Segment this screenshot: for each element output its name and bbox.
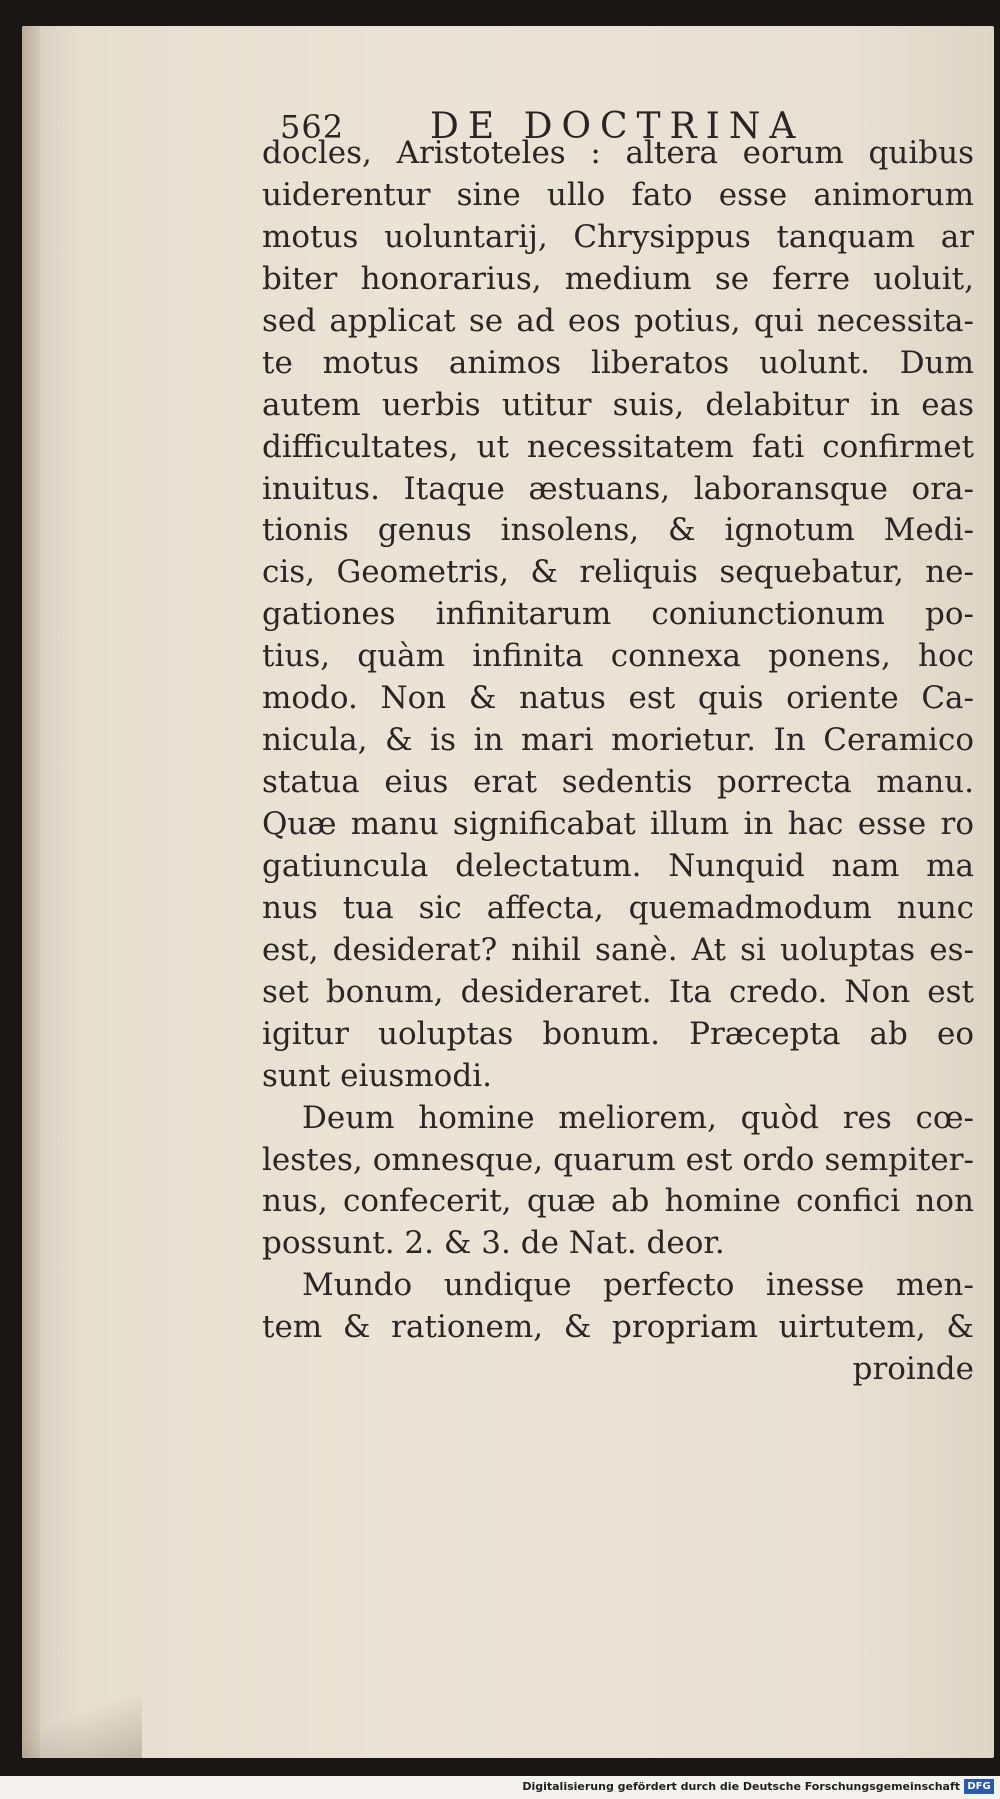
dfg-logo: DFG	[964, 1779, 994, 1794]
text-line: Deum homine meliorem, quòd res cœ-	[302, 1099, 974, 1136]
text-line: motus uoluntarij, Chrysippus tanquam ar	[262, 218, 974, 255]
page-number: 562	[280, 108, 345, 146]
running-head: DE DOCTRINA	[430, 106, 805, 147]
text-line: statua eius erat sedentis porrecta manu.	[262, 764, 974, 801]
text-line: gationes infinitarum coniunctionum po-	[262, 596, 974, 633]
text-line: est, desiderat? nihil sanè. At si uoluptas es-	[262, 931, 974, 968]
page-fold-shadow	[22, 1688, 142, 1758]
text-line: tius, quàm infinita connexa ponens, hoc	[262, 638, 974, 675]
text-line: te motus animos liberatos uolunt. Dum	[262, 344, 974, 381]
text-line: sunt eiusmodi.	[262, 1057, 492, 1094]
text-line: tionis genus insolens, & ignotum Medi-	[262, 512, 974, 549]
text-line: autem uerbis utitur suis, delabitur in eas	[262, 386, 974, 423]
catchword: proinde	[852, 1351, 974, 1388]
text-line: difficultates, ut necessitatem fati confirmet	[262, 428, 974, 465]
text-line: nus, confecerit, quæ ab homine confici non	[262, 1183, 974, 1220]
funding-credit: Digitalisierung gefördert durch die Deutsche Forschungsgemeinschaft	[522, 1780, 960, 1793]
text-line: docles, Aristoteles : altera eorum quibus	[262, 135, 974, 171]
text-line: lestes, omnesque, quarum est ordo sempiter-	[262, 1141, 974, 1178]
text-line: Quæ manu significabat illum in hac esse ro	[262, 806, 974, 842]
text-line: nicula, & is in mari morietur. In Ceramico	[262, 722, 974, 759]
text-line: nus tua sic affecta, quemadmodum nunc	[262, 889, 974, 926]
text-line: cis, Geometris, & reliquis sequebatur, ne-	[262, 554, 974, 591]
footer-bar	[0, 1776, 1000, 1799]
text-line: uiderentur sine ullo fato esse animorum	[262, 176, 974, 213]
text-line: gatiuncula delectatum. Nunquid nam ma	[262, 847, 974, 884]
text-line: set bonum, desideraret. Ita credo. Non est	[262, 973, 974, 1010]
text-line: modo. Non & natus est quis oriente Ca-	[262, 680, 974, 717]
text-line: igitur uoluptas bonum. Præcepta ab eo	[262, 1015, 974, 1052]
text-line: biter honorarius, medium se ferre uoluit,	[262, 260, 974, 297]
text-line: sed applicat se ad eos potius, qui necessita-	[262, 302, 974, 339]
text-line: Mundo undique perfecto inesse men-	[302, 1267, 974, 1304]
text-line: tem & rationem, & propriam uirtutem, &	[262, 1309, 974, 1346]
text-line: inuitus. Itaque æstuans, laboransque ora-	[262, 470, 974, 507]
page-gutter	[22, 26, 40, 1758]
text-line: possunt. 2. & 3. de Nat. deor.	[262, 1225, 725, 1262]
body-text	[262, 133, 974, 1391]
